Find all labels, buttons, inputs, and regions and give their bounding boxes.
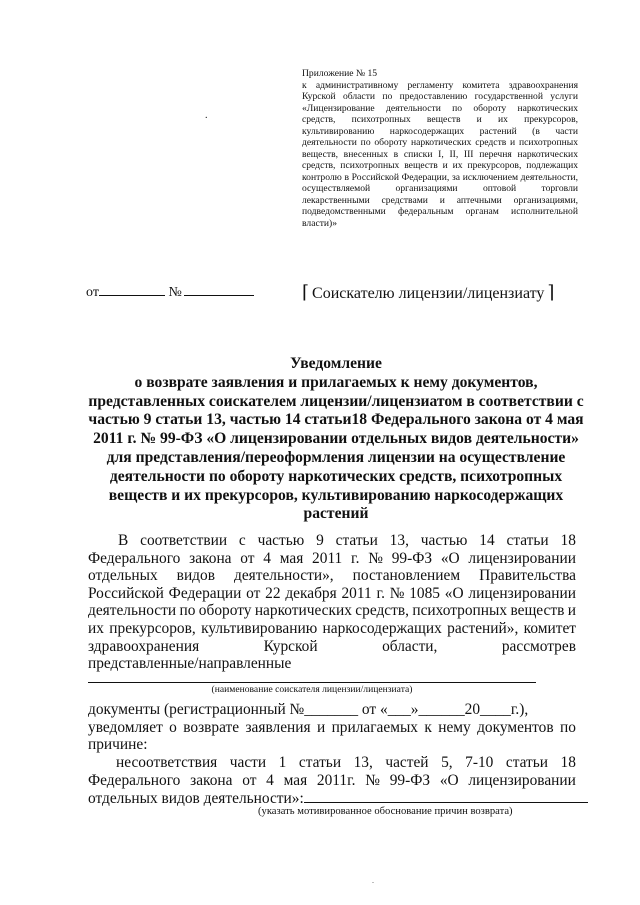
word: г. [351,549,360,567]
word: и [316,718,326,736]
word: Федерального [88,549,181,567]
word: частью [257,532,305,549]
word: 99-ФЗ [389,771,431,789]
word: 2011 [341,584,372,602]
word: их [88,619,104,637]
word: мая [279,549,304,567]
word: г. [376,584,385,602]
word: Федерации [168,584,242,602]
word: частей [385,754,429,771]
word: несоответствия [116,754,218,771]
word: 99-ФЗ [391,549,433,567]
paragraph-intro [88,532,576,673]
applicant-name-caption: (наименование соискателя лицензии/лицензиата) [211,684,413,695]
word: прекурсоров, [109,619,196,637]
word: уведомляет [88,718,163,736]
word: «О [439,771,459,789]
word: обороту [198,602,252,620]
word: № [368,549,383,567]
reason-caption: (указать мотивированное обоснование причин возврата) [258,806,513,817]
word: В [118,532,129,549]
word: статьи [505,754,549,771]
word: «О [440,549,460,567]
reason-blank [304,789,588,803]
word: лицензировании [468,549,576,567]
corner-bracket-left: ⌈ [302,282,310,302]
word: о [169,718,177,736]
word: наркосодержащих [322,619,442,637]
document-heading [68,355,604,524]
recipient-label: Соискателю лицензии/лицензиату [312,285,545,302]
word: по [560,718,576,736]
word: № [389,584,405,602]
word: культивированию [201,619,318,637]
intro-line-7 [88,638,576,656]
word: декабря [285,584,337,602]
heading-line: деятельности по обороту наркотических средств, психотропных [109,467,563,485]
word: 14 [479,532,495,549]
heading-line: частью 9 статьи 13, частью 14 статьи18 Федерального закона от 4 мая [88,411,584,429]
heading-line: растений [303,505,369,523]
reason-line-3 [88,789,576,808]
word: прилагаемых [331,718,418,736]
word: 9 [316,532,324,549]
paragraph-documents [88,701,576,754]
word: документов [477,718,554,736]
word: видов [176,567,215,585]
word: лицензировании [468,771,576,789]
word: № [365,771,380,789]
heading-line: Уведомление [290,355,382,372]
word: 13, [389,532,409,549]
word: возврате [183,718,240,736]
reason-line-1 [88,754,576,772]
outgoing-date-number [86,283,254,301]
intro-line-3 [88,567,576,585]
number-blank [184,283,254,296]
scan-speck: . [372,876,374,885]
word: 1 [278,754,287,771]
word: комитет [523,619,576,637]
number-label: № [168,285,182,300]
word: 18 [560,532,576,549]
word: Курской [263,637,318,655]
word: лицензировании [468,584,576,602]
word: Правительства [479,567,576,585]
heading-line: веществ и их прекурсоров, культивированию наркосодержащих [108,486,564,504]
paragraph-reason [88,754,576,808]
heading-line: о возврате заявления и прилагаемых к нему документов, [134,373,538,391]
word: закона [189,549,232,567]
appendix-text: к административному регламенту комитета здравоохранения Курской области по предоставлению государственной услуги «Лицензирование деятельности по обороту наркотических средств, психотропных веществ и их прекурсоров, культивированию наркосодержащих растений (в части деятельности по обороту наркотических средств и психотропных веществ, внесенных в списки I, II, III перечня наркотических средств, психотропных веществ и их прекурсоров, подлежащих контролю в Российской Федерации, за исключением деятельности, осуществляемой организациями оптовой торговли лекарственными средствами и аптечными организациями, подведомственными федеральным органам исполнительной власти)» [302,79,578,229]
date-blank [99,283,165,296]
word: 22 [265,584,281,602]
word: нему [438,718,471,736]
word: части [229,754,267,771]
word: здравоохранения [88,637,200,655]
intro-line-4 [88,585,576,603]
word: Федерального [88,771,181,789]
word: Российской [88,584,164,602]
intro-line-1 [88,532,576,550]
word: 2011 [312,549,343,567]
word: 7-10 [465,754,494,771]
word: и [567,602,576,620]
notice-line-2: причине: [88,736,148,754]
word: закона [190,771,233,789]
appendix-title: Приложение № 15 [302,68,378,79]
word: частью [420,532,468,549]
word: веществ [510,602,565,620]
word: по [179,602,196,620]
word: 2011г. [316,771,356,789]
heading-line: для представления/переоформления лицензии на осуществление [106,448,566,466]
word: растений», [447,619,519,637]
word: статьи [298,754,342,771]
word: области, [382,637,438,655]
word: с [238,532,246,549]
word: наркотических [254,602,352,620]
word: от [242,771,257,789]
word: к [424,718,432,736]
word: постановлением [352,567,461,585]
word: «О [444,584,464,602]
word: 4 [263,549,271,567]
word: соответствии [140,532,228,549]
word: 5, [441,754,453,771]
reason-line-3-text: отдельных видов деятельности»: [88,790,304,808]
notice-line-1 [88,719,576,737]
word: от [246,584,261,602]
from-label: от [86,285,99,300]
word: 18 [560,754,576,771]
heading-line: представленных соискателем лицензии/лицензиатом в соответствии с [88,392,584,410]
word: статьи [335,532,378,549]
word: мая [283,771,308,789]
scan-speck: . [205,110,208,121]
heading-line: 2011 г. № 99-ФЗ «О лицензировании отдельных видов деятельности» [93,430,579,448]
word: деятельности [88,602,177,620]
intro-line-2 [88,550,576,568]
word: заявления [245,718,311,736]
word: от [240,549,255,567]
reason-line-2 [88,772,576,790]
word: статьи [506,532,549,549]
appendix-block [302,68,578,229]
corner-bracket-right: ⌉ [547,282,555,302]
word: деятельности», [233,567,334,585]
word: 1085 [409,584,440,602]
word: 4 [266,771,274,789]
intro-line-8: представленные/направленные [88,655,292,673]
documents-line: документы (регистрационный №_______ от «___»______20____г.), [88,701,529,718]
intro-line-5 [88,602,576,620]
applicant-name-line [88,682,536,683]
word: средств, [355,602,409,620]
word: рассмотрев [501,637,576,655]
word: отдельных [88,567,158,585]
word: психотропных [412,602,508,620]
recipient-block [302,282,554,303]
intro-line-6 [88,620,576,638]
word: 13, [353,754,373,771]
